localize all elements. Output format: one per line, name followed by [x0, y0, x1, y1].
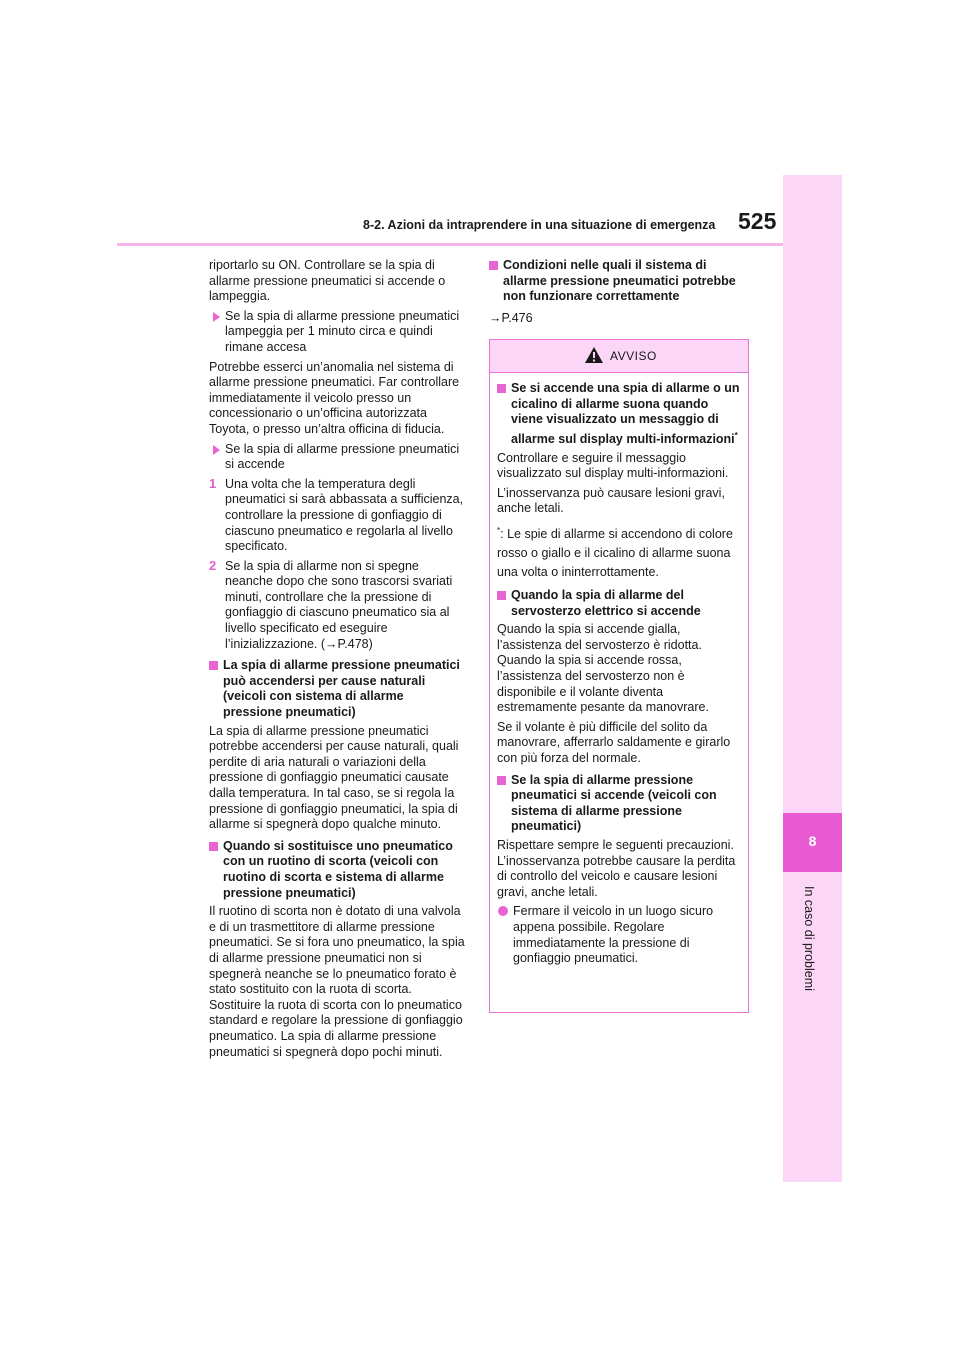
warning-title: AVVISO: [610, 349, 657, 363]
page-reference-link[interactable]: →P.478: [325, 636, 369, 651]
step-text: Una volta che la temperatura degli pneumatici si sarà abbassata a sufficienza, controllare la pressione di gonfiaggio di ciascuno pneumatico e regolarla al livello specificato.: [225, 476, 464, 554]
paragraph: Quando la spia si accende gialla, l’assistenza del servosterzo è ridotta. Quando la spia si accende rossa, l’assistenza del servosterzo non è disponibile e il volante diventa estremamente pesante da manovrare.: [497, 622, 709, 715]
step-text-end: ): [368, 636, 373, 651]
warning-heading: Quando la spia di allarme del servosterzo elettrico si accende: [497, 588, 741, 619]
chapter-title: In caso di problemi: [802, 886, 816, 991]
warning-triangle-icon: [584, 346, 604, 364]
section-heading: Quando si sostituisce uno pneumatico con un ruotino di scorta (veicoli con ruotino di scorta e sistema di allarme pressione pneumatici): [209, 839, 465, 901]
section-heading: La spia di allarme pressione pneumatici può accendersi per cause naturali (veicoli con sistema di allarme pressione pneumatici): [209, 658, 465, 720]
paragraph: La spia di allarme pressione pneumatici potrebbe accendersi per cause naturali, quali perdite di aria naturali o variazioni della pressione di gonfiaggio pneumatici causate dalla temperatura. In tal caso, se si regola la pressione di gonfiaggio pneumatici, la spia di allarme si spegnerà dopo qualche minuto.: [209, 723, 459, 832]
warning-header: [490, 340, 748, 373]
section-title: 8-2. Azioni da intraprendere in una situazione di emergenza: [363, 218, 716, 232]
section-heading: Condizioni nelle quali il sistema di allarme pressione pneumatici potrebbe non funzionare correttamente: [489, 258, 751, 305]
header-rule: [117, 243, 783, 246]
paragraph: Il ruotino di scorta non è dotato di una valvola e di un trasmettitore di allarme pressione pneumatici. Se si fora uno pneumatico, la spia di allarme pressione pneumatici non si spegnerà neanche se lo pneumatico forato è stato sostituito con la ruota di scorta. Sostituire la ruota di scorta con lo pneumatico standard e regolare la pressione di gonfiaggio pneumatico. La spia di allarme pressione pneumatici si spegnerà dopo pochi minuti.: [209, 904, 465, 1059]
warning-heading: Se la spia di allarme pressione pneumatici si accende (veicoli con sistema di allarme pressione pneumatici): [497, 773, 741, 835]
step-text: Se la spia di allarme non si spegne neanche dopo che sono trascorsi svariati minuti, controllare che la pressione di gonfiaggio di ciascuno pneumatico sia al livello specificato ed eseguire l’inizializzazione. (: [225, 558, 453, 651]
chapter-number: 8: [808, 833, 817, 849]
dot-bullet-item: Fermare il veicolo in un luogo sicuro appena possibile. Regolare immediatamente la pressione di gonfiaggio pneumatici.: [497, 904, 741, 966]
arrow-bullet-item: Se la spia di allarme pressione pneumatici lampeggia per 1 minuto circa e quindi rimane accesa: [209, 309, 465, 356]
paragraph: Controllare e seguire il messaggio visualizzato sul display multi-informazioni.: [497, 450, 729, 481]
footnote: *: Le spie di allarme si accendono di colore rosso o giallo e il cicalino di allarme suona una volta o ininterrottamente.: [497, 525, 733, 580]
step-number: 1: [209, 475, 217, 491]
warning-box: [489, 339, 749, 1013]
arrow-bullet-item: Se la spia di allarme pressione pneumatici si accende: [209, 442, 465, 473]
warning-body: [490, 373, 748, 967]
right-column: [489, 258, 751, 326]
chapter-side-tab: [783, 175, 842, 1182]
paragraph: Se il volante è più difficile del solito da manovrare, afferrarlo saldamente e girarlo con più forza del normale.: [497, 719, 731, 765]
left-column: [209, 258, 465, 1064]
step-number: 2: [209, 557, 217, 573]
paragraph: Rispettare sempre le seguenti precauzioni. L’inosservanza potrebbe causare la perdita di controllo del veicolo e causare lesioni gravi, anche letali.: [497, 837, 736, 899]
step-1: [209, 477, 465, 555]
paragraph: riportarlo su ON. Controllare se la spia di allarme pressione pneumatici si accende o lampeggia.: [209, 258, 446, 304]
paragraph: Potrebbe esserci un’anomalia nel sistema di allarme pressione pneumatici. Far controllare immediatamente il veicolo presso un concessionario o un’officina autorizzata Toyota, o presso un’altra officina di fiducia.: [209, 359, 460, 436]
step-2: [209, 559, 465, 653]
page-number: 525: [738, 208, 777, 234]
paragraph: L’inosservanza può causare lesioni gravi, anche letali.: [497, 485, 725, 516]
warning-heading: Se si accende una spia di allarme o un cicalino di allarme suona quando viene visualizzato un messaggio di allarme sul display multi-informazioni*: [497, 381, 741, 448]
page-reference-link[interactable]: →P.476: [489, 310, 533, 325]
